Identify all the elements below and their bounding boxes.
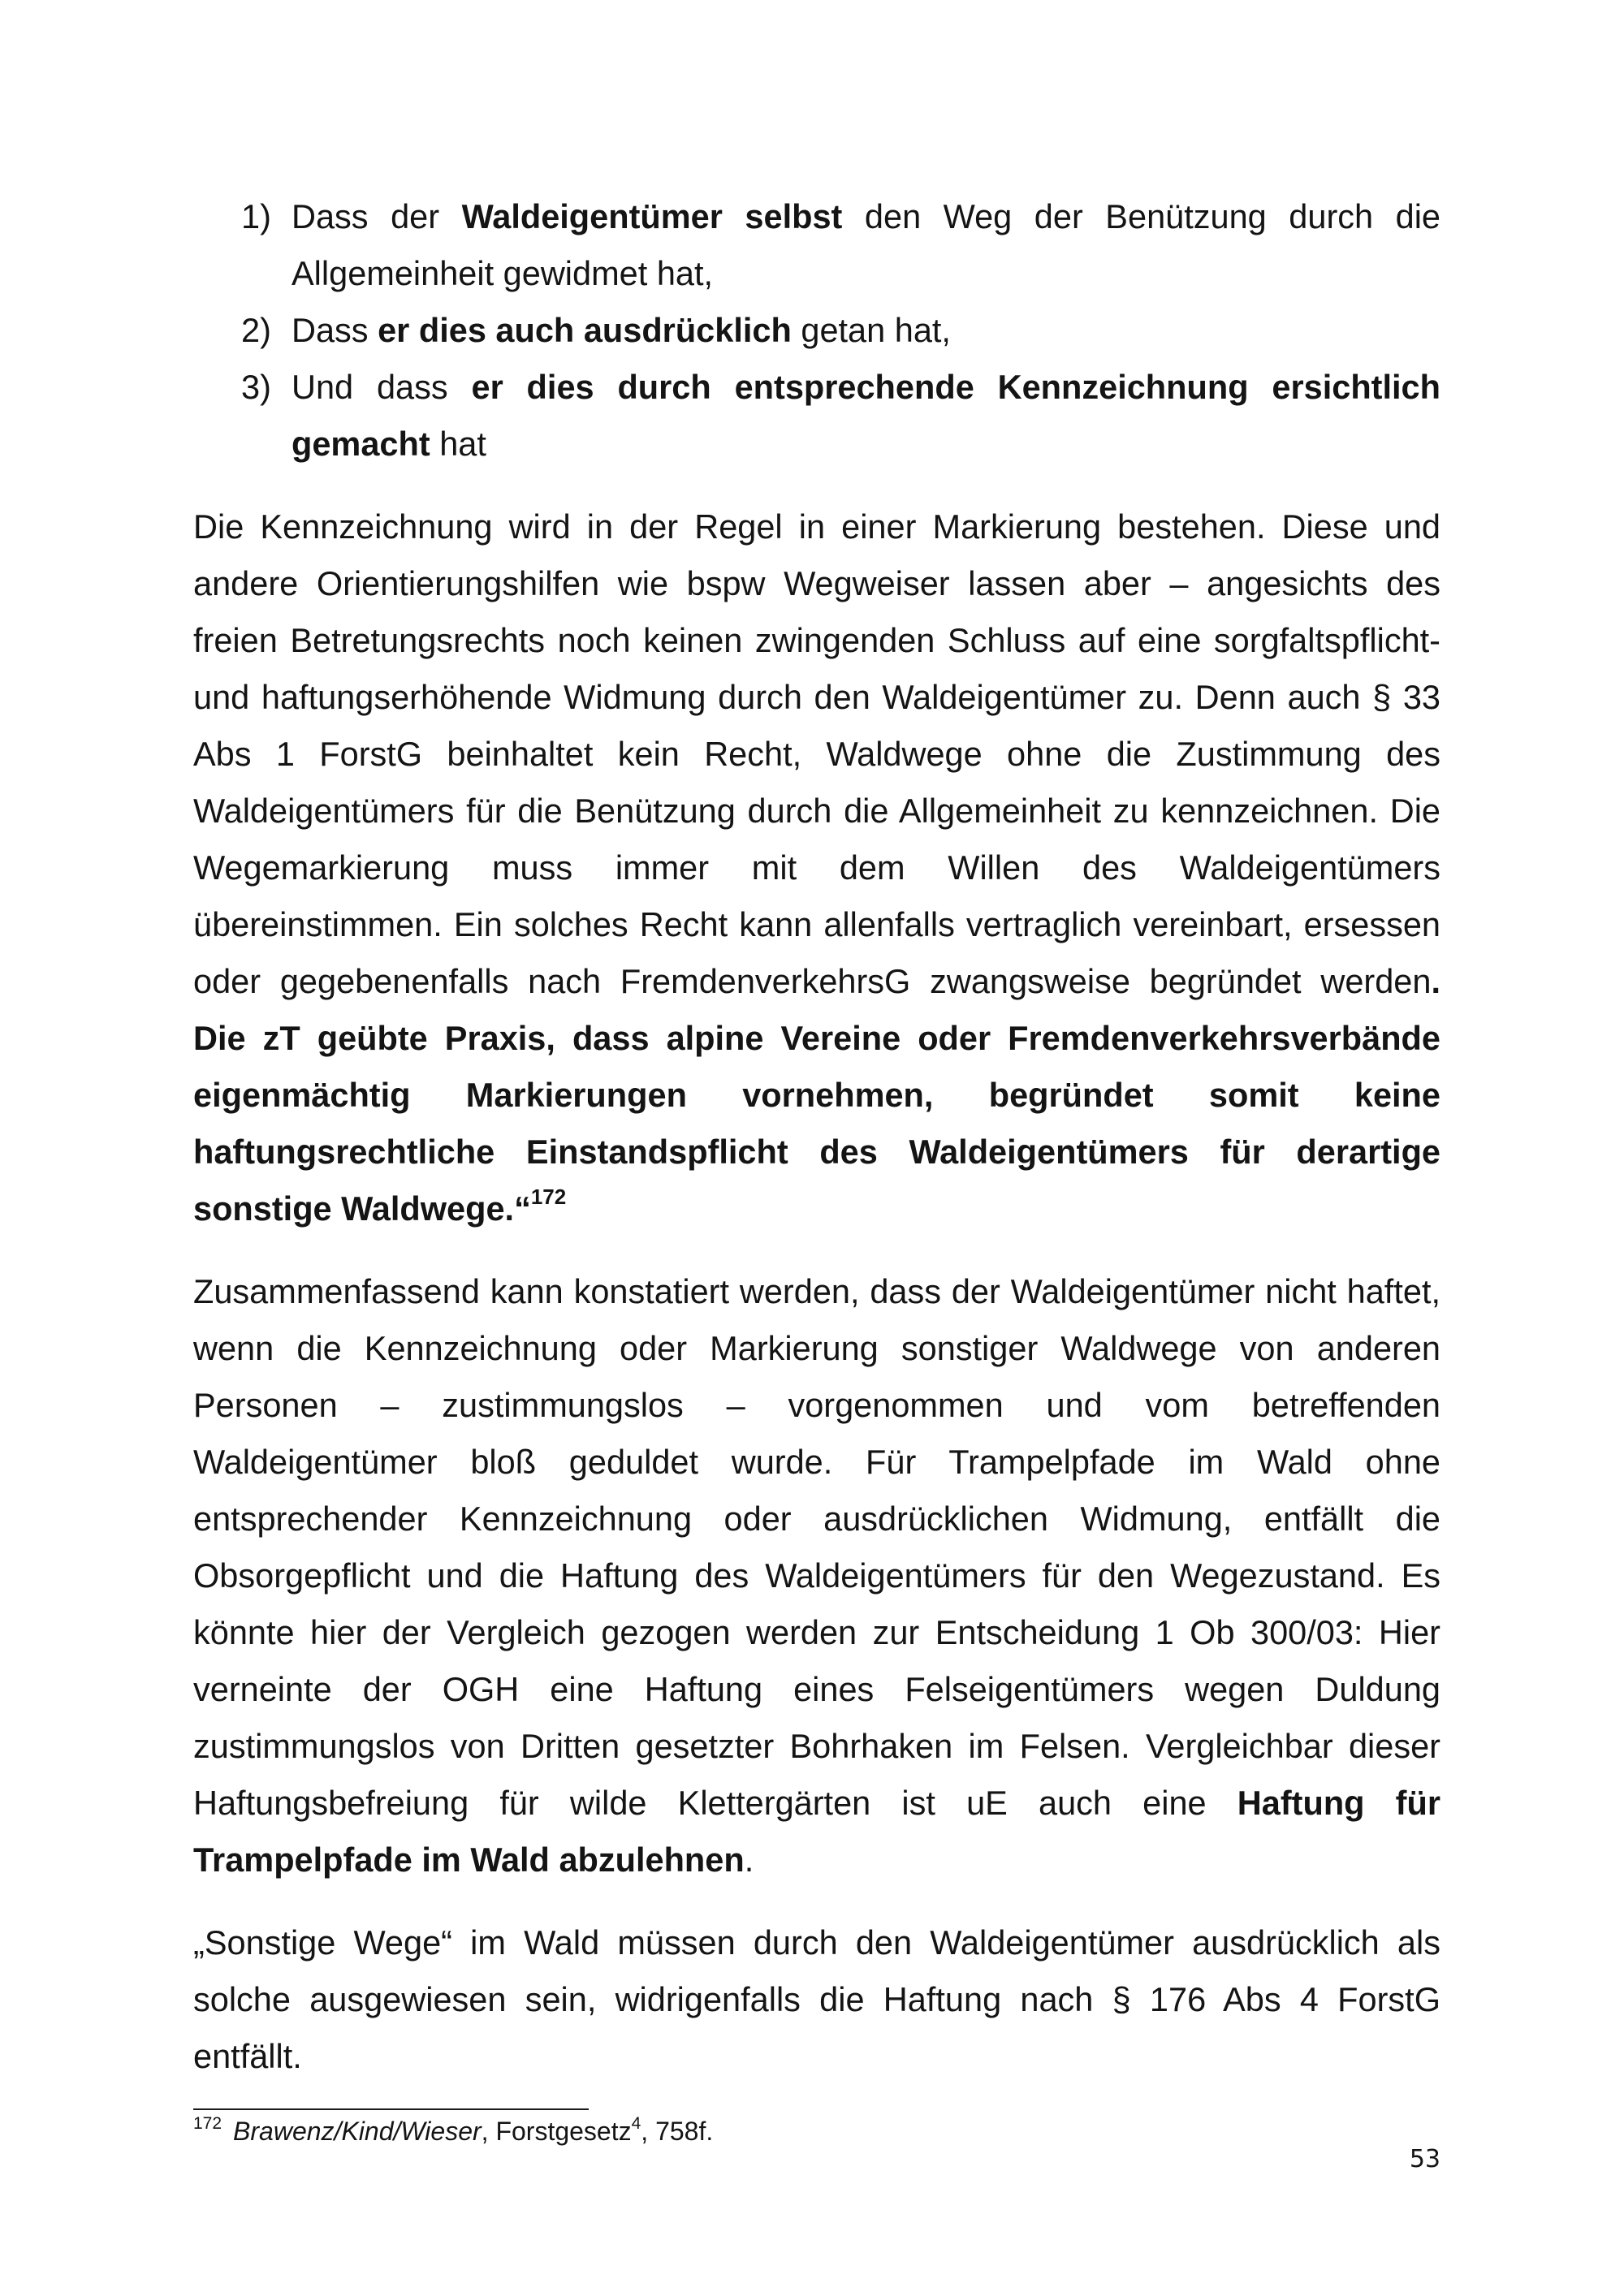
list-item-number: 1) xyxy=(241,197,271,235)
text-run: den Weg der Benützung durch die Allgemeinheit gewidmet hat, xyxy=(292,197,1441,292)
text-run: hat xyxy=(430,425,486,463)
text-run: Brawenz/Kind/Wieser xyxy=(233,2117,482,2146)
text-run: Haftung für Trampelpfade im Wald abzulehnen xyxy=(193,1784,1441,1879)
list-item-text xyxy=(292,311,951,349)
text-run: Waldeigentümer selbst xyxy=(461,197,843,235)
text-run: er dies auch ausdrücklich xyxy=(378,311,792,349)
paragraph-summary xyxy=(193,1263,1440,1888)
footnote-divider xyxy=(193,2108,589,2110)
list-item xyxy=(193,188,1440,302)
text-run: . xyxy=(744,1841,754,1879)
footnote-172 xyxy=(193,2113,1440,2153)
list-item-text xyxy=(292,197,1440,292)
list-item-number: 3) xyxy=(241,368,271,406)
text-run: er dies durch entsprechende Kennzeichnung ersichtlich gemacht xyxy=(292,368,1440,463)
requirements-list xyxy=(193,188,1440,473)
page-number: 53 xyxy=(1409,2145,1440,2173)
text-run: Dass xyxy=(292,311,378,349)
footnote-text xyxy=(233,2114,714,2146)
list-item-number: 2) xyxy=(241,311,271,349)
superscript: 172 xyxy=(530,1185,567,1209)
paragraph-conclusion xyxy=(193,1914,1440,2085)
text-run: Und dass xyxy=(292,368,472,406)
text-run: Die Kennzeichnung wird in der Regel in einer Markierung bestehen. Diese und andere Orientierungshilfen wie bspw Wegweiser lassen aber – angesichts des freien Betretungsrechts noch keinen zwingenden Schluss auf eine sorgfaltspflicht- und haftungserhöhende Widmung durch den Waldeigentümer zu. Denn auch § 33 Abs 1 ForstG beinhaltet kein Recht, Waldwege ohne die Zustimmung des Waldeigentümers für die Benützung durch die Allgemeinheit zu kennzeichnen. Die Wegemarkierung muss immer mit dem Willen des Waldeigentümers übereinstimmen. Ein solches Recht kann allenfalls vertraglich vereinbart, ersessen oder gegebenenfalls nach FremdenverkehrsG zwangsweise begründet werden xyxy=(193,507,1440,1000)
text-run: , Forstgesetz xyxy=(481,2117,632,2146)
paragraph-markings xyxy=(193,498,1440,1237)
superscript: 4 xyxy=(631,2114,641,2133)
text-run: getan hat, xyxy=(791,311,951,349)
list-item xyxy=(193,359,1440,473)
list-item-text xyxy=(292,368,1440,463)
text-run: . Die zT geübte Praxis, dass alpine Vereine oder Fremdenverkehrsverbände eigenmächtig Markierungen vornehmen, begründet somit keine haftungsrechtliche Einstandspflicht des Waldeigentümers für derartige sonstige Waldwege.“ xyxy=(193,962,1440,1228)
footnote-number: 172 xyxy=(193,2114,222,2133)
text-run: „Sonstige Wege“ im Wald müssen durch den Waldeigentümer ausdrücklich als solche ausgewiesen sein, widrigenfalls die Haftung nach § 176 Abs 4 ForstG entfällt. xyxy=(193,1923,1440,2075)
list-item xyxy=(193,302,1440,359)
text-run: Dass der xyxy=(292,197,462,235)
text-run: Zusammenfassend kann konstatiert werden, dass der Waldeigentümer nicht haftet, wenn die Kennzeichnung oder Markierung sonstiger Waldwege von anderen Personen – zustimmungslos – vorgenommen und vom betreffenden Waldeigentümer bloß geduldet wurde. Für Trampelpfade im Wald ohne entsprechender Kennzeichnung oder ausdrücklichen Widmung, entfällt die Obsorgepflicht und die Haftung des Waldeigentümers für den Wegezustand. Es könnte hier der Vergleich gezogen werden zur Entscheidung 1 Ob 300/03: Hier verneinte der OGH eine Haftung eines Felseigentümers wegen Duldung zustimmungslos von Dritten gesetzter Bohrhaken im Felsen. Vergleichbar dieser Haftungsbefreiung für wilde Klettergärten ist uE auch eine xyxy=(193,1272,1440,1822)
text-run: , 758f. xyxy=(641,2117,714,2146)
main-text xyxy=(193,188,1440,2085)
